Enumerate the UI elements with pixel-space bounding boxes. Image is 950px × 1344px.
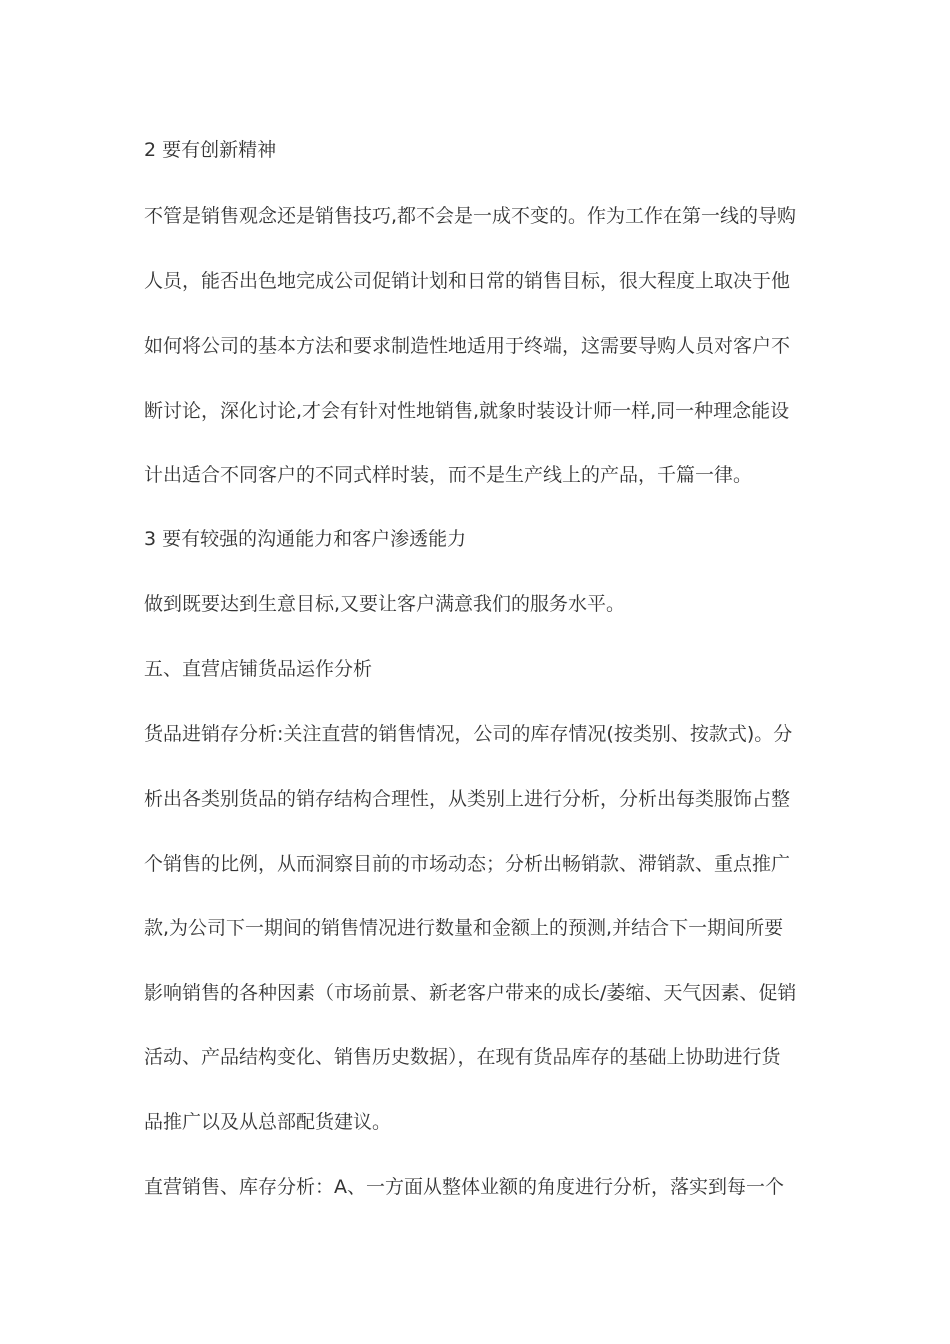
paragraph-line: 人员，能否出色地完成公司促销计划和日常的销售目标，很大程度上取决于他 bbox=[144, 270, 791, 292]
paragraph-line: 个销售的比例，从而洞察目前的市场动态；分析出畅销款、滞销款、重点推广 bbox=[144, 853, 791, 875]
paragraph-line: 活动、产品结构变化、销售历史数据），在现有货品库存的基础上协助进行货 bbox=[144, 1046, 781, 1068]
section-heading-communication: 3 要有较强的沟通能力和客户渗透能力 bbox=[144, 528, 467, 550]
paragraph-line: 做到既要达到生意目标,又要让客户满意我们的服务水平。 bbox=[144, 593, 626, 615]
paragraph-line: 品推广以及从总部配货建议。 bbox=[144, 1111, 392, 1133]
section-heading-innovation: 2 要有创新精神 bbox=[144, 139, 277, 161]
paragraph-line: 析出各类别货品的销存结构合理性，从类别上进行分析，分析出每类服饰占整 bbox=[144, 788, 791, 810]
paragraph-line: 货品进销存分析:关注直营的销售情况，公司的库存情况(按类别、按款式)。分 bbox=[144, 723, 793, 745]
paragraph-line: 影响销售的各种因素（市场前景、新老客户带来的成长/萎缩、天气因素、促销 bbox=[144, 982, 797, 1004]
paragraph-line: 直营销售、库存分析：A、一方面从整体业额的角度进行分析，落实到每一个 bbox=[144, 1176, 784, 1198]
paragraph-line: 款,为公司下一期间的销售情况进行数量和金额上的预测,并结合下一期间所要 bbox=[144, 917, 784, 939]
paragraph-line: 不管是销售观念还是销售技巧,都不会是一成不变的。作为工作在第一线的导购 bbox=[144, 205, 797, 227]
section-heading-goods-analysis: 五、直营店铺货品运作分析 bbox=[144, 658, 373, 680]
paragraph-line: 如何将公司的基本方法和要求制造性地适用于终端，这需要导购人员对客户不 bbox=[144, 335, 791, 357]
paragraph-line: 计出适合不同客户的不同式样时装，而不是生产线上的产品，千篇一律。 bbox=[144, 464, 753, 486]
paragraph-line: 断讨论，深化讨论,才会有针对性地销售,就象时装设计师一样,同一种理念能设 bbox=[144, 400, 790, 422]
